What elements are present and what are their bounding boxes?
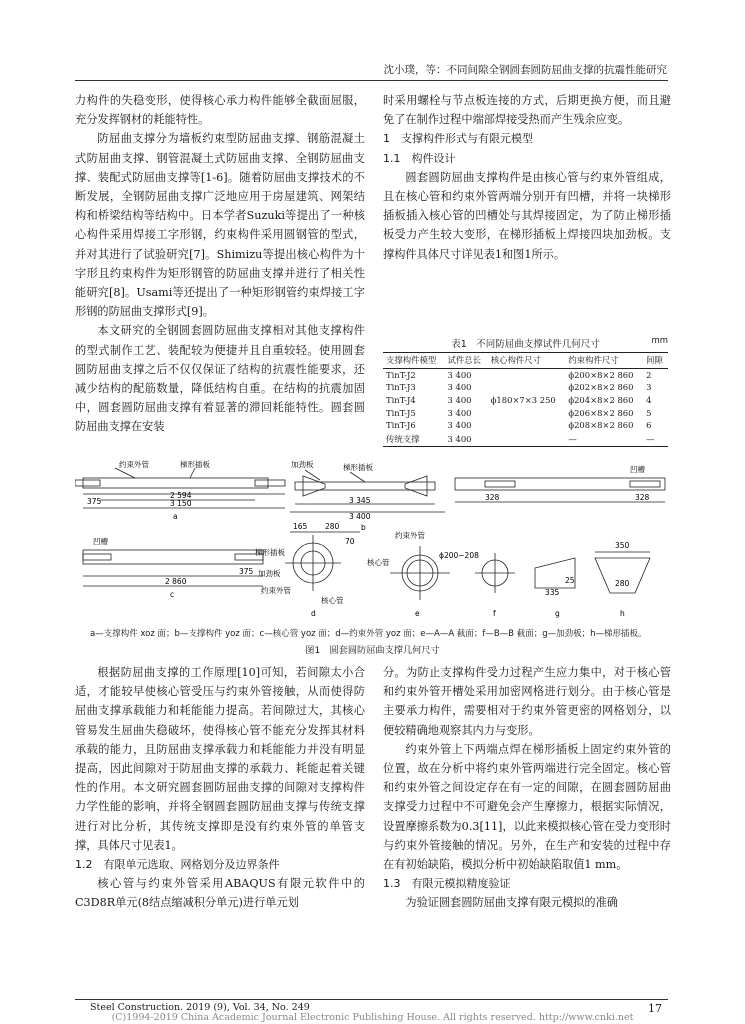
table-cell: ϕ208×8×2 860 (568, 420, 634, 431)
table-cell: 5 (646, 407, 652, 418)
section-heading: 1.3 有限元模拟精度验证 (383, 877, 511, 891)
fig-d-trap-label: 梯形插板 (255, 548, 285, 557)
groove-b2-left (485, 481, 515, 487)
table-cell: 3 400 (447, 433, 472, 444)
fig-h-l1: 350 (615, 541, 630, 550)
table-header-row (383, 353, 668, 369)
fig-sub-f: f (493, 609, 496, 618)
fig-b-trap-label: 梯形插板 (343, 463, 373, 472)
table-cell: ϕ180×7×3 250 (490, 395, 556, 406)
fig-sub-g: g (555, 609, 560, 618)
fig-sub-b: b (361, 523, 366, 532)
section-heading: 1 支撑构件形式与有限元模型 (383, 132, 533, 146)
table-cell: ϕ202×8×2 860 (568, 382, 634, 393)
left-column-bottom (75, 663, 365, 913)
table-cell: TinT-J3 (386, 382, 416, 393)
fig-d-d2: 280 (325, 522, 340, 531)
figure-caption: 图1 圆套圆防屈曲支撑几何尺寸 (305, 645, 440, 656)
table-row (383, 368, 668, 381)
table-header-cell: 间隙 (646, 355, 663, 366)
end-plate-a-right (255, 480, 285, 486)
fig-b-l1: 3 345 (349, 496, 371, 505)
table-cell: 4 (646, 395, 652, 406)
section-heading: 1.2 有限单元选取、网格划分及边界条件 (75, 858, 280, 872)
trapezoid-plate-b-left (303, 476, 325, 496)
fig-a-l3: 3 150 (170, 499, 192, 508)
table-cell: ϕ204×8×2 860 (568, 395, 634, 406)
paragraph-continued: 时采用螺栓与节点板连接的方式，后期更换方便，而且避免了在制作过程中端部焊接受热而产生残余应变。 (383, 94, 671, 127)
table-cell: — (568, 433, 577, 444)
fig-d-d3: 70 (345, 537, 355, 546)
running-head: 沈小璞，等：不同间隙全钢圆套圆防屈曲支撑的抗震性能研究 (383, 64, 667, 76)
table-cell: TinT-J4 (386, 395, 416, 406)
fig-a-plate-label: 梯形插板 (180, 460, 210, 469)
fig-c-groove-label: 凹槽 (93, 537, 108, 546)
right-column-top (383, 91, 671, 264)
right-column-bottom (383, 663, 671, 913)
table-cell: ϕ206×8×2 860 (568, 407, 634, 418)
figure-subcaption: a—支撑构件 xoz 面；b—支撑构件 yoz 面；c—核心管 yoz 面；d—约束外管 yoz 面；e—A—A 截面；f—B—B 截面；g—加劲板；h—梯形插板。 (90, 629, 647, 639)
fig-d-stiff-label: 加劲板 (258, 569, 281, 578)
fig-b-groove-label: 凹槽 (630, 465, 645, 474)
fig-a-l1: 375 (87, 497, 102, 506)
table-cell: 3 400 (447, 382, 472, 393)
table-cell: 3 400 (447, 369, 472, 380)
page-number: 17 (648, 1002, 662, 1015)
figure-1 (75, 458, 670, 624)
journal-footer: Steel Construction. 2019 (9), Vol. 34, No. 249 (90, 1002, 310, 1013)
table-header-cell: 试件总长 (447, 355, 482, 366)
fig-d-core-label: 核心管 (321, 596, 344, 605)
paragraph: 约束外管上下两端点焊在梯形插板上固定约束外管的位置，故在分析中将约束外管两端进行完全固定。核心管和约束外管之间设定存在有一定的间隙，在圆套圆防屈曲支撑受力过程中不可避免会产生摩擦力，根据实际情况，设置摩擦系数为0.3[11]，以此来模拟核心管在受力变形时与约束外管接触的情况。另外，在生产和安装的过程中存在有初始缺陷，模拟分析中初始缺陷取值1 mm。 (383, 742, 671, 872)
table-1-grid (383, 352, 668, 447)
outer-tube-a (83, 478, 268, 488)
fig-sub-c: c (170, 590, 175, 599)
table-cell: 6 (646, 420, 652, 431)
table-cell: TinT-J2 (386, 369, 416, 380)
table-cell: ϕ200×8×2 860 (568, 369, 634, 380)
fig-e-outer-label: 约束外管 (395, 531, 425, 540)
copyright-line: (C)1994-2019 China Academic Journal Electronic Publishing House. All rights reserved. http://www.cnki.net (111, 1012, 634, 1023)
table-1 (383, 336, 668, 447)
table-header-cell: 核心构件尺寸 (490, 355, 541, 366)
fig-d-outer-label: 约束外管 (261, 586, 291, 595)
fig-b-l3: 3 400 (349, 512, 371, 521)
figure-panel-b (290, 470, 445, 512)
table-header-cell: 约束构件尺寸 (568, 355, 619, 366)
fig-d-d1: 165 (293, 522, 308, 531)
fig-e-dim: ϕ200~208 (439, 551, 479, 560)
table-caption-text: 表1 不同防屈曲支撑试件几何尺寸 (451, 339, 600, 350)
fig-b-stiffener-label: 加劲板 (291, 460, 314, 469)
paragraph: 为验证圆套圆防屈曲支撑有限元模拟的准确 (405, 896, 618, 910)
table-caption (383, 336, 668, 350)
table-cell: — (646, 433, 655, 444)
groove-b2-right (630, 481, 660, 487)
fig-g-l2: 25 (565, 576, 575, 585)
paragraph-continued: 力构件的失稳变形，使得核心承力构件能够全截面屈服，充分发挥钢材的耗能特性。 (75, 94, 365, 127)
table-cell (488, 432, 566, 447)
table-cell: 3 400 (447, 420, 472, 431)
table-header-cell: 支撑构件模型 (386, 355, 437, 366)
table-cell: 3 400 (447, 395, 472, 406)
paragraph: 本文研究的全钢圆套圆防屈曲支撑相对其他支撑构件的型式制作工艺、装配较为便捷并且自重较轻。使用圆套圆防屈曲支撑之后不仅仅保证了结构的抗震性能要求，还减少结构的配筋数量，降低结构自重。在结构的抗震加固中，圆套圆防屈曲支撑有着显著的滞回耗能特性。圆套圆防屈曲支撑在安装 (75, 324, 365, 434)
paragraph: 圆套圆防屈曲支撑构件是由核心管与约束外管组成，且在核心管和约束外管两端分别开有凹槽，并将一块梯形插板插入核心管的凹槽处与其焊接固定，为了防止梯形插板受力产生较大变形，在梯形插板上焊接四块加劲板。支撑构件具体尺寸详见表1和图1所示。 (383, 170, 671, 261)
paragraph: 核心管与约束外管采用ABAQUS有限元软件中的C3D8R单元(8结点缩减积分单元)进行单元划 (75, 877, 365, 910)
table-cell: 2 (646, 369, 652, 380)
table-cell: TinT-J6 (386, 420, 416, 431)
fig-b-d2: 328 (635, 493, 650, 502)
section-heading: 1.1 构件设计 (383, 151, 456, 165)
groove-c-left (83, 554, 111, 560)
fig-c-l1: 2 860 (165, 577, 187, 586)
paragraph-continued: 分。为防止支撑构件受力过程产生应力集中，对于核心管和约束外管开槽处采用加密网格进行划分。由于核心管是主要承力构件，需要相对于约束外管更密的网格划分，以便较精确地观察其内力与变形。 (383, 666, 671, 737)
table-cell: 3 400 (447, 407, 472, 418)
core-tube-c (83, 550, 263, 564)
table-cell: 3 (646, 382, 652, 393)
fig-c-l2: 375 (239, 567, 254, 576)
fig-sub-d: d (311, 609, 316, 618)
fig-a-l2: 2 594 (170, 491, 192, 500)
paragraph: 根据防屈曲支撑的工作原理[10]可知，若间隙太小合适，才能较早使核心管受压与约束外管接触，从而使得防屈曲支撑承载能力和耗能能力提高。若间隙过大，其核心管易发生屈曲失稳破坏，使得核心管不能充分发挥其材料承载的能力，且防屈曲支撑承载力和耗能能力并没有明显提高，因此间隙对于防屈曲支撑的承载力、耗能起着关键性的作用。本文研究圆套圆防屈曲支撑的间隙对支撑构件力学性能的影响，并将全钢圆套圆防屈曲支撑与传统支撑进行对比分析，其传统支撑即是没有约束外管的单管支撑，具体尺寸见表1。 (75, 666, 365, 852)
core-tube-b (295, 482, 435, 490)
tube-b2 (455, 478, 665, 490)
table-cell: 传统支撑 (386, 433, 420, 444)
fig-a-outer-label: 约束外管 (119, 460, 149, 469)
footer-rule (75, 999, 668, 1000)
table-cell: TinT-J5 (386, 407, 416, 418)
left-column-top (75, 91, 365, 437)
table-unit: mm (651, 336, 668, 346)
fig-e-core-label: 核心管 (367, 558, 390, 567)
fig-b-d1: 328 (485, 493, 500, 502)
paragraph: 防屈曲支撑分为墙板约束型防屈曲支撑、钢筋混凝土式防屈曲支撑、钢管混凝土式防屈曲支撑、全钢防屈曲支撑、装配式防屈曲支撑等[1-6]。随着防屈曲支撑技术的不断发展，全钢防屈曲支撑广泛地应用于房屋建筑、网架结构和桥梁结构等结构中。日本学者Suzuki等提出了一种核心构件采用焊接工字形钢，约束构件采用圆钢管的型式，并对其进行了试验研究[7]。Shimizu等提出核心构件为十字形且约束构件为矩形钢管的防屈曲支撑并进行了相关性能研究[8]。Usami等还提出了一种矩形钢管约束焊接工字形钢的防屈曲支撑形式[9]。 (75, 132, 365, 319)
trapezoid-plate-b-right (405, 476, 427, 496)
fig-sub-e: e (415, 609, 420, 618)
end-plate-a-left (75, 480, 100, 486)
header-rule (75, 80, 668, 81)
fig-sub-a: a (173, 512, 178, 521)
fig-g-l1: 335 (545, 588, 560, 597)
table-row (383, 432, 668, 447)
figure-panel-f (475, 553, 515, 593)
fig-sub-h: h (620, 609, 625, 618)
fig-h-l2: 280 (615, 579, 630, 588)
